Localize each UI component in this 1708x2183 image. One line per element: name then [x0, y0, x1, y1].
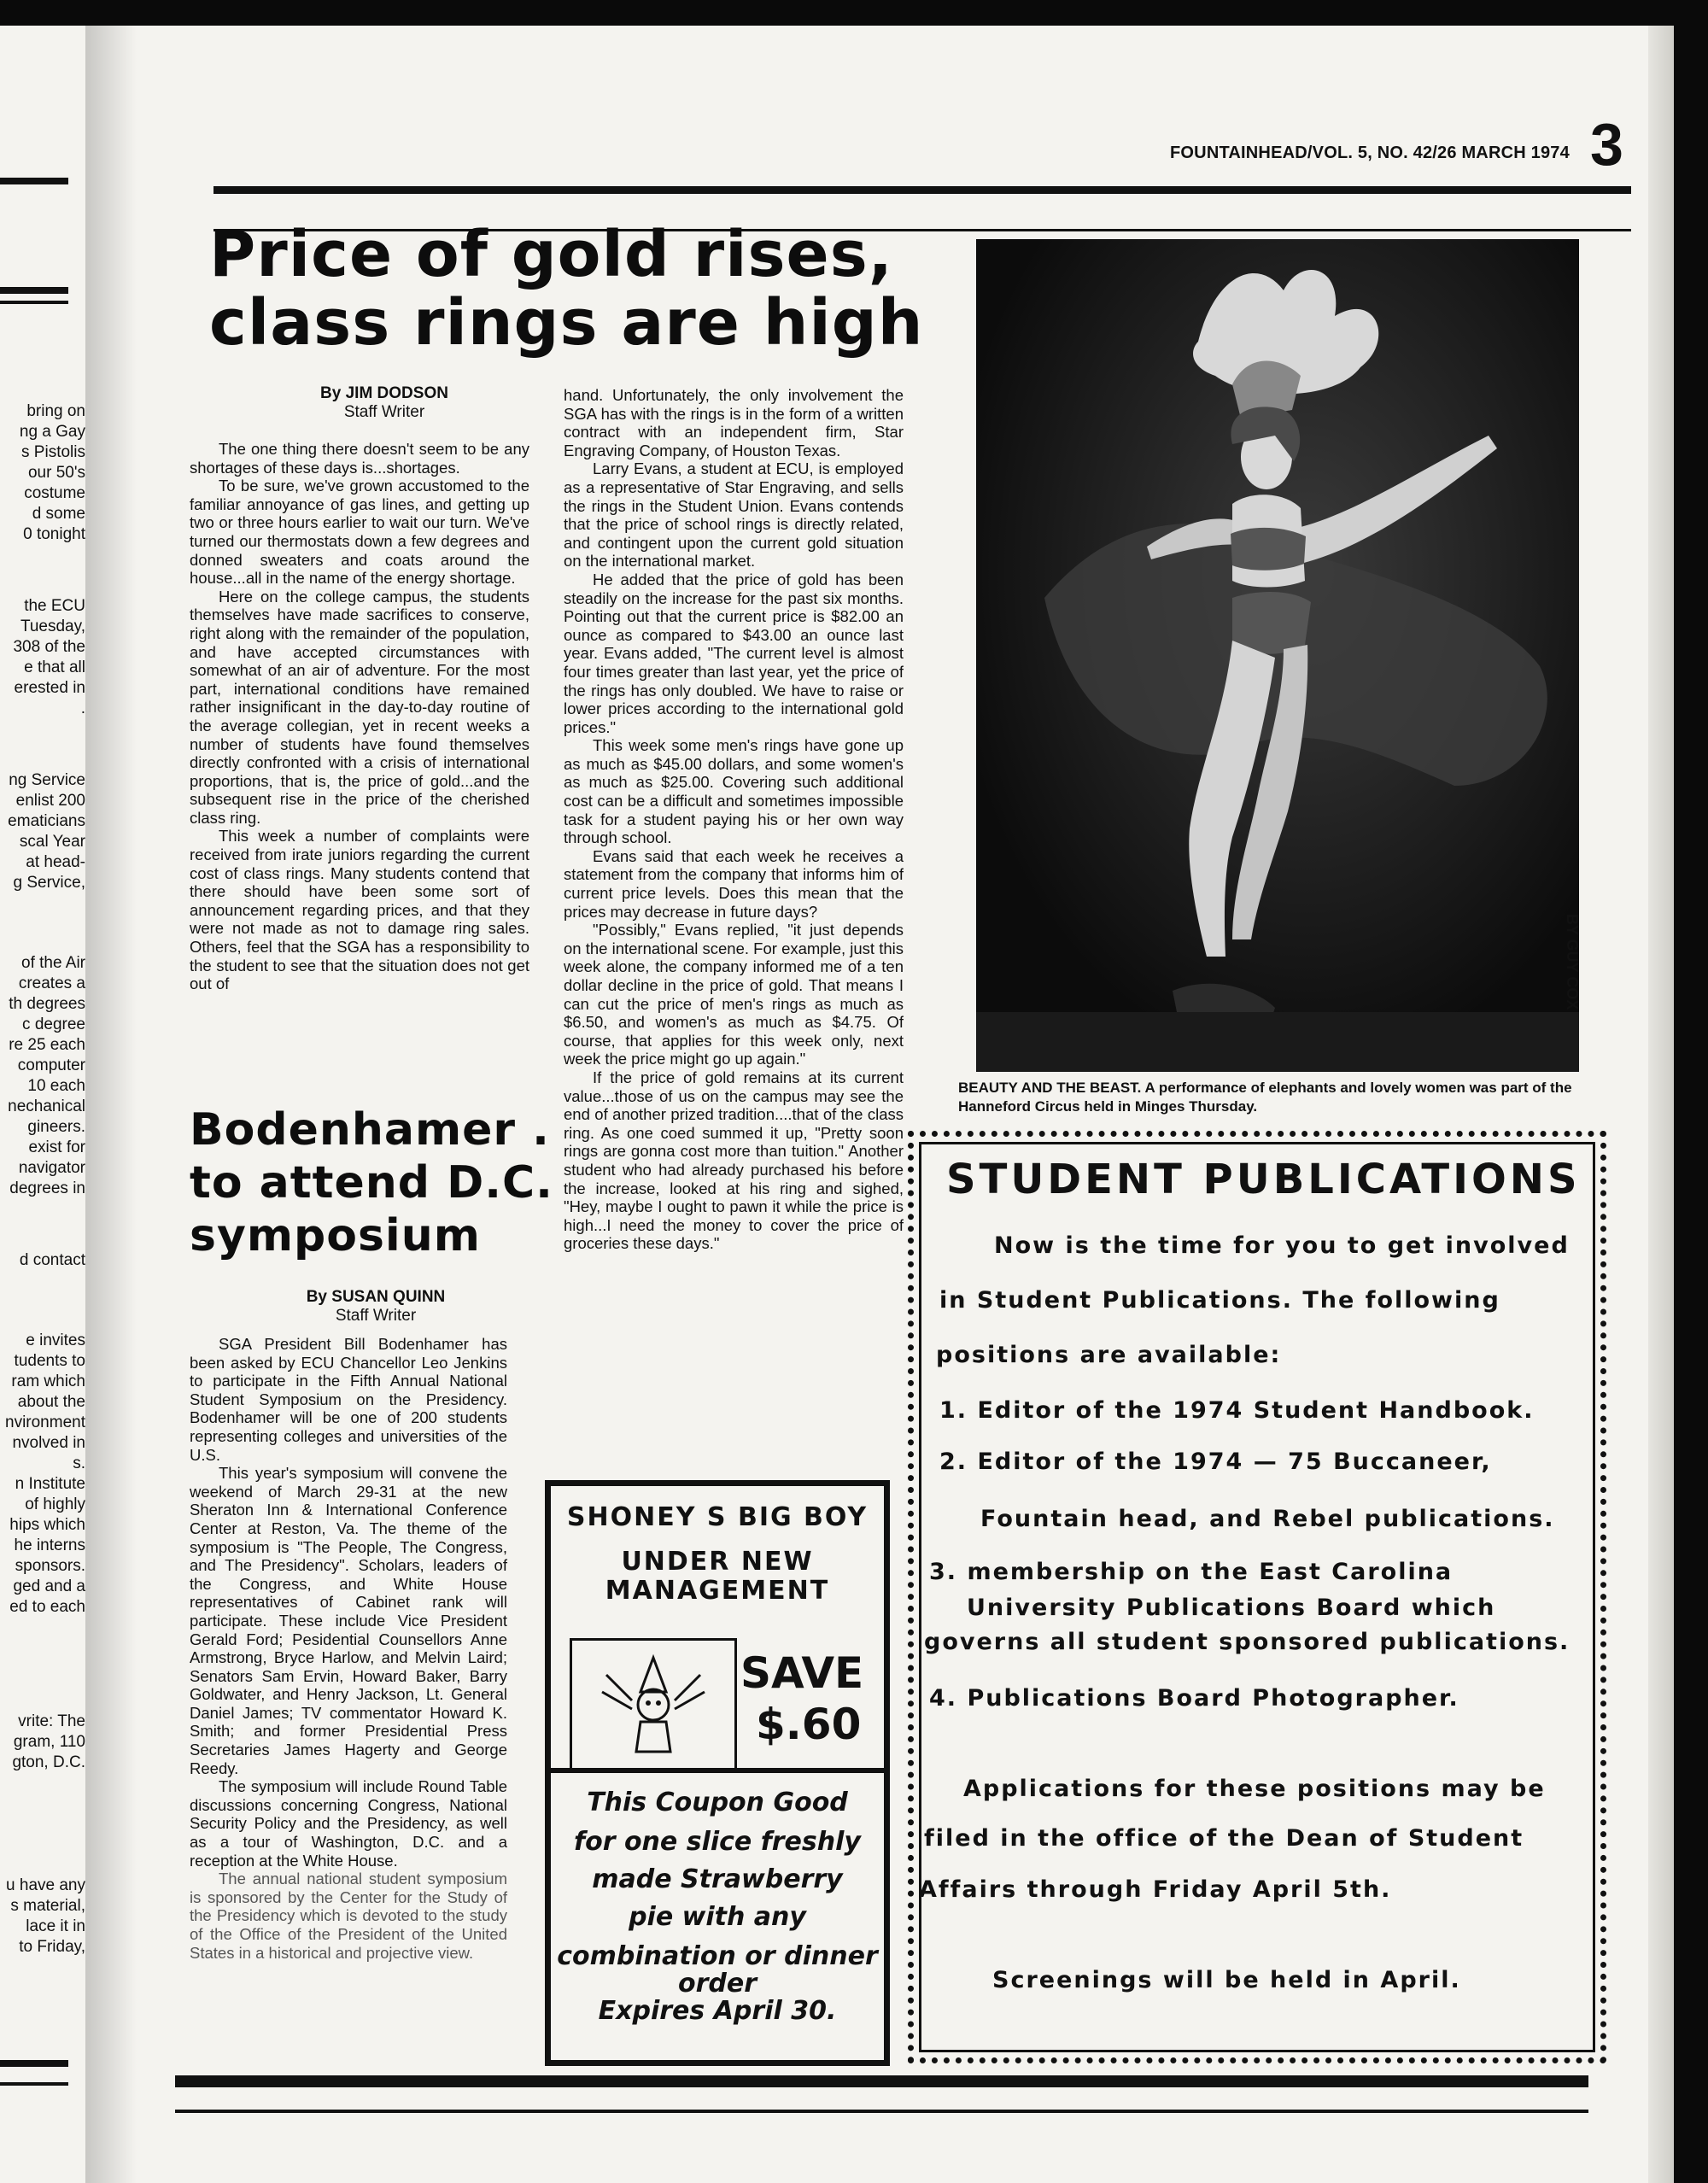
article1-column2	[564, 386, 904, 1253]
coupon-line: made Strawberry	[592, 1864, 843, 1894]
pubs-line: Now is the time for you to get involved	[994, 1232, 1570, 1259]
coupon-line: order	[677, 1969, 757, 1999]
fragment-line: exist for	[28, 1138, 85, 1156]
paragraph: This week a number of complaints were received from irate juniors regarding the current cost of class rings. Many students contend that there should have been some sort of announcement regarding prices, and that they were not made as not to damage ring sales. Others, feel that the SGA has a responsibility to the student to see that the situation does not get out of	[190, 827, 529, 993]
fragment-line: u have any	[6, 1876, 85, 1894]
fragment-line: tudents to	[14, 1352, 85, 1370]
ad-line: MANAGEMENT	[605, 1576, 830, 1606]
paragraph: This year's symposium will convene the weekend of March 29-31 at the new Sheraton Inn & International Conference Center at Reston, Va. The theme of the symposium is "The People, The Congress, and The Presidency". Scholars, leaders of the Congress, and White House representatives of Cabinet rank will participate. These include Vice President Gerald Ford; Pesidential Counsellors Anne Armstrong, Bryce Harlow, and Melvin Laird; Senators Sam Ervin, Howard Baker, Barry Goldwater, and Henry Jackson, Lt. General Daniel James; TV commentator Howard K. Smith; and former Presidential Press Secretaries James Hagerty and George Reedy.	[190, 1464, 507, 1777]
byline-title: Staff Writer	[343, 403, 425, 421]
fragment-line: vrite: The	[18, 1712, 85, 1730]
article1-headline-line1: Price of gold rises,	[209, 218, 893, 291]
fragment-line: of highly	[25, 1495, 85, 1513]
fragment-line: 10 each	[27, 1077, 85, 1095]
paragraph: If the price of gold remains at its current value...those of us on the campus may see the end of another prized tradition....that of the class ring. As one coed summed it up, "Pretty soon rings are gonna cost more than tuition." Another student who had already purchased his before the increase, looked at his ring and sighed, "Hey, maybe I ought to pawn it while the price is high...I need the money to cover the price of groceries these days."	[564, 1068, 904, 1253]
caption-text: A performance of elephants and lovely women was part of the Hanneford Circus held in Minges Thursday.	[958, 1080, 1572, 1115]
coupon-line: for one slice freshly	[574, 1827, 861, 1857]
paragraph: Larry Evans, a student at ECU, is employed as a representative of Star Engraving, and sells the rings in the Student Union. Evans contends that the price of school rings is directly related, and contingent upon the current gold situation on the international market.	[564, 459, 904, 571]
ad-line: SHONEY S BIG BOY	[566, 1502, 869, 1532]
fragment-line: to Friday,	[19, 1938, 85, 1956]
fragment-line: hips which	[9, 1516, 85, 1534]
paragraph: SGA President Bill Bodenhamer has been asked by ECU Chancellor Leo Jenkins to participate in the Fifth Annual National Student Symposium on the Presidency. Bodenhamer will be one of 200 students representing colleges and universities of the U.S.	[190, 1335, 507, 1464]
fragment-line: about the	[17, 1393, 85, 1411]
fragment-line: e that all	[24, 658, 85, 676]
paragraph: hand. Unfortunately, the only involvement the SGA has with the rings is in the form of a written contract with an independent firm, Star Engraving Company, of Houston Texas.	[564, 386, 904, 459]
ad-save-amount: $.60	[756, 1700, 862, 1749]
fragment-rule	[0, 287, 68, 294]
fragment-line: lace it in	[26, 1917, 85, 1935]
fragment-rule	[0, 2082, 68, 2086]
article2-headline-line1: Bodenhamer .	[190, 1104, 550, 1156]
fragment-line: nvolved in	[12, 1434, 85, 1452]
fragment-line: s Pistolis	[21, 443, 85, 461]
fragment-line: our 50's	[27, 464, 85, 482]
ad-save-word: SAVE	[740, 1648, 864, 1698]
fragment-line: .	[80, 699, 85, 717]
fragment-line: gton, D.C.	[12, 1753, 85, 1771]
paragraph: Evans said that each week he receives a statement from the company that informs him of current price levels. Does this mean that the prices may decrease in future days?	[564, 846, 904, 921]
fragment-line: Tuesday,	[20, 617, 85, 635]
ad-line: UNDER NEW	[621, 1547, 814, 1577]
footer-rule-thin	[175, 2110, 1588, 2113]
article2-byline	[222, 1288, 529, 1326]
coupon-line: combination or dinner	[557, 1941, 878, 1971]
fragment-line: degrees in	[9, 1179, 85, 1197]
fragment-line: th degrees	[9, 995, 85, 1013]
fragment-line: d contact	[19, 1251, 85, 1269]
fragment-line: the ECU	[24, 597, 85, 615]
article1-headline-line2: class rings are high	[209, 286, 924, 360]
ad-coupon-panel	[551, 1773, 884, 2060]
page-edge	[1648, 26, 1674, 2183]
article2-headline-line2: to attend D.C.	[190, 1157, 553, 1209]
fragment-line: n Institute	[15, 1475, 85, 1493]
header-rule	[214, 186, 1631, 194]
fragment-line: nechanical	[8, 1097, 85, 1115]
coupon-line: This Coupon Good	[587, 1788, 848, 1817]
fragment-rule	[0, 2060, 68, 2067]
fragment-line: computer	[17, 1056, 85, 1074]
paragraph: "Possibly," Evans replied, "it just depends on the international scene. For example, just this week alone, the company informed me of a ten dollar decline in the price of gold. That means I can cut the price of men's rings as much as $6.50, and women's as much as $4.75. Of course, that applies for this week only, next week the price might go up again."	[564, 921, 904, 1068]
byline-title: Staff Writer	[335, 1307, 417, 1325]
circus-photo	[976, 239, 1579, 1072]
folio-line: FOUNTAINHEAD/VOL. 5, NO. 42/26 MARCH 1974	[1170, 143, 1570, 162]
shoneys-coupon-ad	[545, 1480, 890, 2066]
fragment-line: enlist 200	[15, 792, 85, 810]
article2-headline-line3: symposium	[190, 1210, 481, 1261]
paragraph: The one thing there doesn't seem to be any shortages of these days is...shortages.	[190, 440, 529, 477]
pubs-line: University Publications Board which	[967, 1595, 1496, 1621]
fragment-line: he interns	[14, 1536, 85, 1554]
byline-name: By JIM DODSON	[320, 384, 448, 402]
fragment-line: of the Air	[21, 954, 85, 972]
coupon-line: Expires April 30.	[598, 1996, 837, 2026]
fragment-line: ng a Gay	[19, 423, 85, 441]
page-number: 3	[1590, 111, 1623, 178]
fragment-line: d some	[32, 505, 85, 523]
pubs-line: filed in the office of the Dean of Student	[924, 1825, 1524, 1852]
pubs-line: positions are available:	[936, 1342, 1282, 1368]
student-publications-ad	[908, 1131, 1606, 2063]
fragment-line: scal Year	[19, 833, 85, 851]
big-boy-icon	[572, 1641, 734, 1769]
fragment-line: ged and a	[13, 1577, 85, 1595]
byline-name: By SUSAN QUINN	[306, 1288, 446, 1306]
fragment-line: gram, 110	[13, 1733, 85, 1751]
fragment-line: s material,	[10, 1897, 85, 1915]
fragment-line: g Service,	[13, 874, 85, 892]
photo-credit: BY GUY COX	[1564, 914, 1581, 1010]
fragment-line: ematicians	[8, 812, 85, 830]
fragment-line: bring on	[26, 402, 85, 420]
circus-performer-image	[976, 239, 1579, 1072]
article1-byline	[231, 384, 538, 422]
big-boy-illustration	[570, 1638, 737, 1771]
fragment-line: 308 of the	[13, 638, 85, 656]
fragment-line: c degree	[22, 1015, 85, 1033]
fragment-line: sponsors.	[15, 1557, 85, 1575]
paragraph: The symposium will include Round Table discussions concerning Congress, National Security Policy and the Presidency, as well as a tour of Washington, D.C. and a reception at the White House.	[190, 1777, 507, 1870]
paragraph: To be sure, we've grown accustomed to the familiar annoyance of gas lines, and getting up two or three hours earlier to wait our turn. We've turned our thermostats down a few degrees and donned sweaters and coats around the house...all in the name of the energy shortage.	[190, 477, 529, 588]
fragment-line: navigator	[18, 1159, 85, 1177]
fragment-line: ng Service	[9, 771, 85, 789]
pubs-line: Applications for these positions may be	[963, 1776, 1546, 1802]
pubs-line: 3. membership on the East Carolina	[929, 1559, 1454, 1585]
paragraph: This week some men's rings have gone up as much as $45.00 dollars, and some women's as much as $25.00. Covering such additional cost can be a difficult and sometimes impossible task for a student paying his or her own way through school.	[564, 736, 904, 847]
fragment-line: nvironment	[5, 1413, 85, 1431]
article2-body	[190, 1335, 507, 1962]
fragment-line: ed to each	[9, 1598, 85, 1616]
fragment-line: re 25 each	[9, 1036, 85, 1054]
fragment-line: erested in	[14, 679, 85, 697]
paragraph: He added that the price of gold has been steadily on the increase for the past six months. Pointing out that the current price is $82.00 an ounce as compared to $43.00 an ounce last year. Evans added, "The current level is almost four times greater than last year, yet the price of the rings has only doubled. We have to raise or lower prices according to the international gold prices."	[564, 570, 904, 736]
pubs-line: in Student Publications. The following	[939, 1287, 1500, 1314]
ad-top-panel	[551, 1486, 884, 1773]
pubs-line: Affairs through Friday April 5th.	[919, 1876, 1392, 1903]
coupon-line: pie with any	[629, 1902, 806, 1932]
footer-rule	[175, 2075, 1588, 2087]
pubs-line: 2. Editor of the 1974 — 75 Buccaneer,	[939, 1449, 1492, 1475]
fragment-line: at head-	[26, 853, 85, 871]
fragment-line: s.	[73, 1454, 85, 1472]
paragraph: Here on the college campus, the students themselves have made sacrifices to conserve, right along with the remainder of the population, and have accepted circumstances with somewhat of an air of adventure. For the most part, international conditions have remained rather insignificant in the day-to-day routine of the average collegian, yet in recent weeks a number of students have found themselves directly confronted with a crisis of international proportions, that is, the price of gold...and the subsequent rise in the price of the cherished class ring.	[190, 587, 529, 827]
pubs-line: 1. Editor of the 1974 Student Handbook.	[939, 1397, 1535, 1424]
fragment-line: e invites	[26, 1331, 85, 1349]
caption-lead: BEAUTY AND THE BEAST.	[958, 1080, 1142, 1096]
gutter-shadow	[85, 26, 137, 2183]
fragment-rule	[0, 301, 68, 304]
fragment-line: 0 tonight	[23, 525, 85, 543]
fragment-line: gineers.	[27, 1118, 85, 1136]
pubs-line: Fountain head, and Rebel publications.	[980, 1506, 1555, 1532]
photo-caption	[958, 1079, 1573, 1116]
fragment-rule	[0, 178, 68, 184]
fragment-line: costume	[24, 484, 85, 502]
newspaper-page	[0, 26, 1674, 2183]
article1-column1	[190, 440, 529, 993]
paragraph: The annual national student symposium is sponsored by the Center for the Study of the Presidency which is devoted to the study of the Office of the President of the United States in a historical and projective view.	[190, 1870, 507, 1962]
fragment-line: creates a	[18, 974, 85, 992]
pubs-line: governs all student sponsored publications.	[924, 1629, 1571, 1655]
pubs-line: 4. Publications Board Photographer.	[929, 1685, 1459, 1712]
fragment-line: ram which	[11, 1372, 85, 1390]
pubs-title: STUDENT PUBLICATIONS	[946, 1156, 1581, 1203]
pubs-line: Screenings will be held in April.	[992, 1967, 1461, 1993]
